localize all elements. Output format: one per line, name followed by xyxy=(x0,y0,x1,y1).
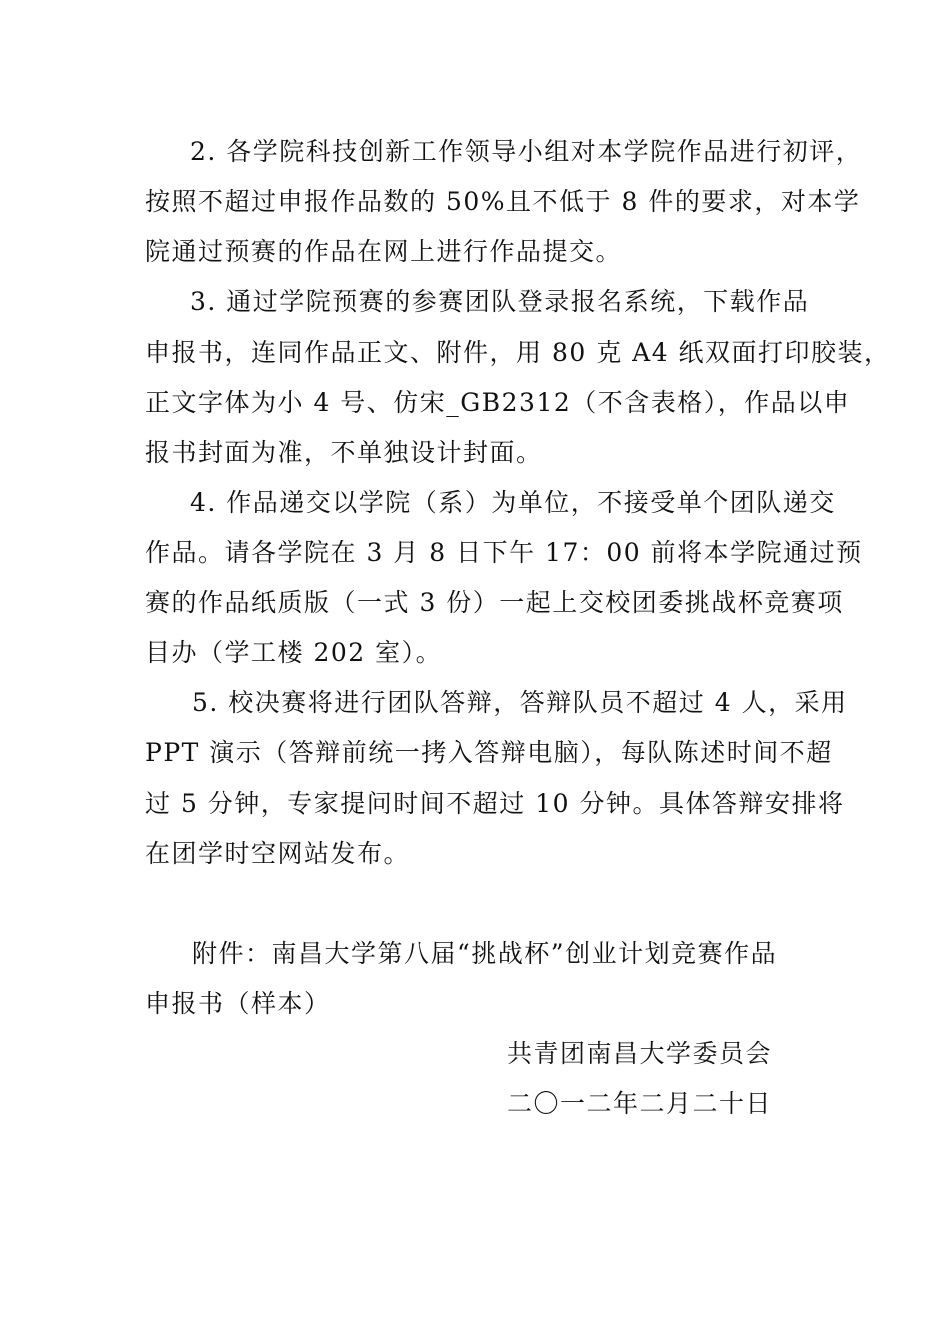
paragraph-5-line-1: 5. 校决赛将进行团队答辩，答辩队员不超过 4 人，采用 xyxy=(192,688,848,717)
paragraph-2-line-2: 按照不超过申报作品数的 50%且不低于 8 件的要求，对本学 xyxy=(145,187,861,216)
attachment-line-2: 申报书（样本） xyxy=(145,989,331,1018)
attachment-line-1: 附件：南昌大学第八届“挑战杯”创业计划竞赛作品 xyxy=(192,939,778,968)
paragraph-4-line-1: 4. 作品递交以学院（系）为单位，不接受单个团队递交 xyxy=(190,488,836,517)
paragraph-4-line-2: 作品。请各学院在 3 月 8 日下午 17：00 前将本学院通过预 xyxy=(145,538,863,567)
paragraph-3-line-2: 申报书，连同作品正文、附件，用 80 克 A4 纸双面打印胶装， xyxy=(145,338,891,367)
paragraph-3-line-1: 3. 通过学院预赛的参赛团队登录报名系统，下载作品 xyxy=(190,287,810,316)
signature-date: 二〇一二年二月二十日 xyxy=(507,1089,773,1118)
paragraph-4-line-3: 赛的作品纸质版（一式 3 份）一起上交校团委挑战杯竞赛项 xyxy=(145,588,844,617)
paragraph-2-line-1: 2. 各学院科技创新工作领导小组对本学院作品进行初评， xyxy=(190,137,863,166)
paragraph-4-line-4: 目办（学工楼 202 室）。 xyxy=(145,638,443,667)
paragraph-2-line-3: 院通过预赛的作品在网上进行作品提交。 xyxy=(145,237,623,266)
paragraph-3-line-4: 报书封面为准，不单独设计封面。 xyxy=(145,438,543,467)
paragraph-5-line-4: 在团学时空网站发布。 xyxy=(145,839,411,868)
signature-organization: 共青团南昌大学委员会 xyxy=(507,1039,773,1068)
paragraph-5-line-2: PPT 演示（答辩前统一拷入答辩电脑），每队陈述时间不超 xyxy=(145,738,833,767)
paragraph-3-line-3: 正文字体为小 4 号、仿宋_GB2312（不含表格），作品以申 xyxy=(145,388,851,417)
paragraph-5-line-3: 过 5 分钟，专家提问时间不超过 10 分钟。具体答辩安排将 xyxy=(145,789,845,818)
